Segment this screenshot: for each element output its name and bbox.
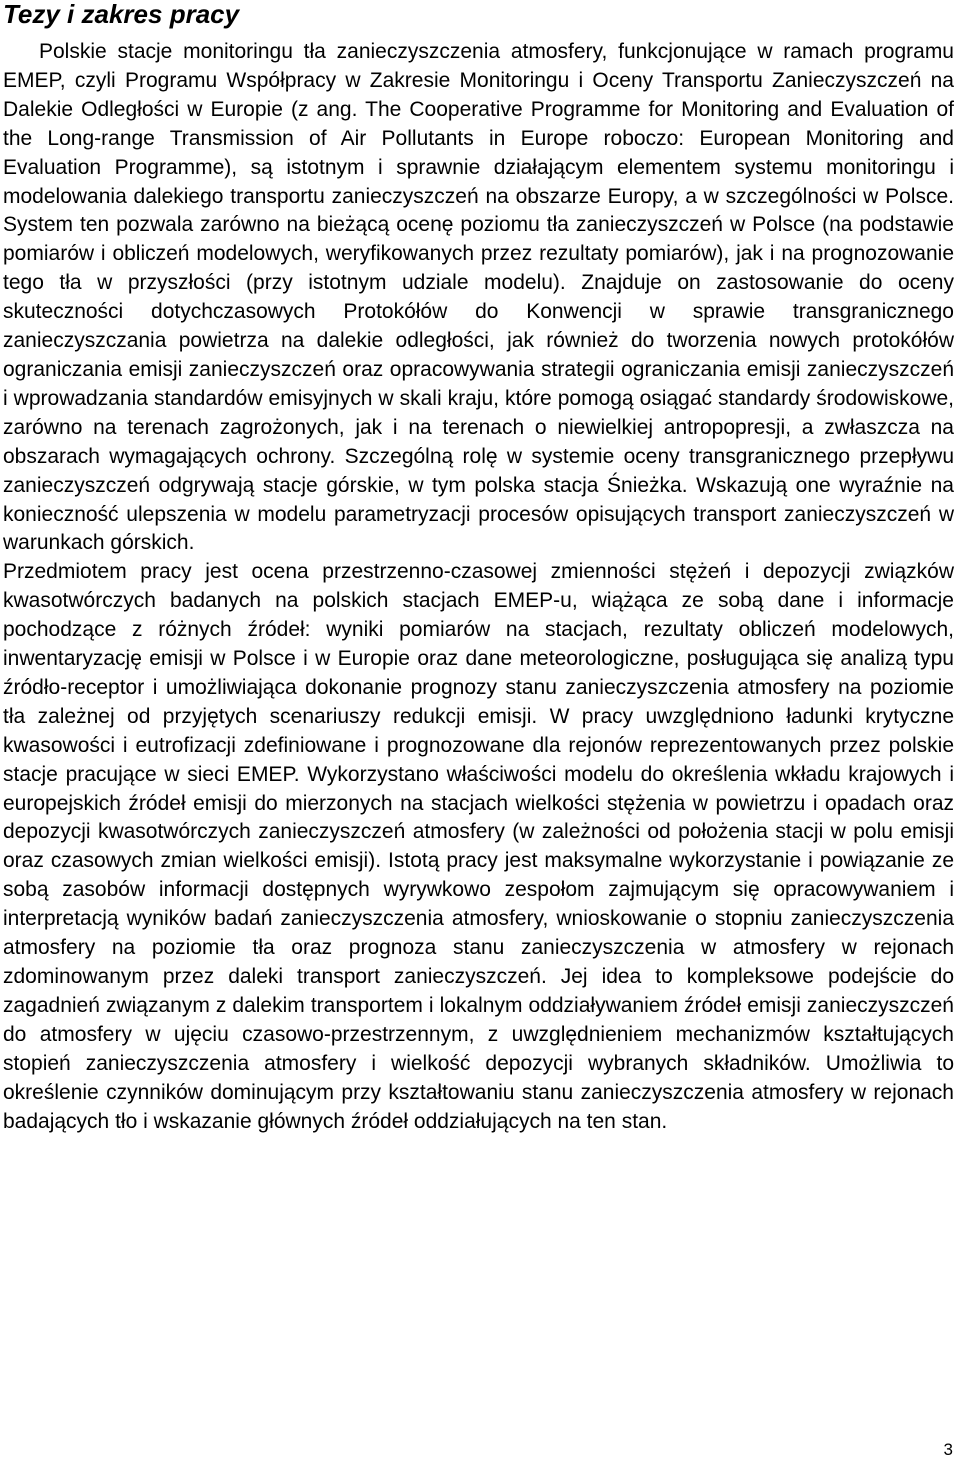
- paragraph-intro: Polskie stacje monitoringu tła zanieczyszczenia atmosfery, funkcjonujące w ramach programu EMEP, czyli Programu Współpracy w Zakresie Monitoringu i Oceny Transportu Zanieczyszczeń na Dalekie Odległości w Europie (z ang. The Cooperative Programme for Monitoring and Evaluation of the Long-range Transmission of Air Pollutants in Europe roboczo: European Monitoring and Evaluation Programme), są istotnym i sprawnie działającym elementem systemu monitoringu i modelowania dalekiego transportu zanieczyszczeń na obszarze Europy, a w szczególności w Polsce. System ten pozwala zarówno na bieżącą ocenę poziomu tła zanieczyszczeń w Polsce (na podstawie pomiarów i obliczeń modelowych, weryfikowanych przez rezultaty pomiarów), jak i na prognozowanie tego tła w przyszłości (przy istotnym udziale modelu). Znajduje on zastosowanie do oceny skuteczności dotychczasowych Protokółów do Konwencji w sprawie transgranicznego zanieczyszczania powietrza na dalekie odległości, jak również do tworzenia nowych protokółów ograniczania emisji zanieczyszczeń oraz opracowywania strategii ograniczania emisji zanieczyszczeń i wprowadzania standardów emisyjnych w skali kraju, które pomogą osiągać standardy środowiskowe, zarówno na terenach zagrożonych, jak i na terenach o niewielkiej antropopresji, a zwłaszcza na obszarach wymagających ochrony. Szczególną rolę w systemie oceny transgranicznego przepływu zanieczyszczeń odgrywają stacje górskie, w tym polska stacja Śnieżka. Wskazują one wyraźnie na konieczność ulepszenia w modelu parametryzacji procesów opisujących transport zanieczyszczeń w warunkach górskich.: [3, 40, 954, 555]
- page-number: 3: [943, 1440, 953, 1459]
- paragraph-subject: Przedmiotem pracy jest ocena przestrzenno-czasowej zmienności stężeń i depozycji związków kwasotwórczych badanych na polskich stacjach EMEP-u, wiążąca ze sobą dane i informacje pochodzące z różnych źródeł: wyniki pomiarów na stacjach, rezultaty obliczeń modelowych, inwentaryzację emisji w Polsce i w Europie oraz dane meteorologiczne, posługująca się analizą typu źródło-receptor i umożliwiająca dokonanie prognozy stanu zanieczyszczenia atmosfery na poziomie tła zależnej od przyjętych scenariuszy redukcji emisji. W pracy uwzględniono ładunki krytyczne kwasowości i eutrofizacji zdefiniowane i prognozowane dla rejonów reprezentowanych przez polskie stacje pracujące w sieci EMEP. Wykorzystano właściwości modelu do określenia wkładu krajowych i europejskich źródeł emisji do mierzonych na stacjach wielkości stężenia w powietrzu i opadach oraz depozycji kwasotwórczych zanieczyszczeń atmosfery (w zależności od położenia stacji w polu emisji oraz czasowych zmian wielkości emisji). Istotą pracy jest maksymalne wykorzystanie i powiązanie ze sobą zasobów informacji dostępnych wyrywkowo zespołom zajmującym się opracowywaniem i interpretacją wyników badań zanieczyszczenia atmosfery, wnioskowanie o stopniu zanieczyszczenia atmosfery na poziomie tła oraz prognoza stanu zanieczyszczenia w atmosfery w rejonach zdominowanym przez daleki transport zanieczyszczeń. Jej idea to kompleksowe podejście do zagadnień związanym z dalekim transportem i lokalnym oddziaływaniem źródeł emisji zanieczyszczeń do atmosfery w ujęciu czasowo-przestrzennym, z uwzględnieniem mechanizmów kształtujących stopień zanieczyszczenia atmosfery i wielkość depozycji wybranych składników. Umożliwia to określenie czynników dominującym przy kształtowaniu stanu zanieczyszczenia atmosfery w rejonach badających tło i wskazanie głównych źródeł oddziałujących na ten stan.: [3, 560, 954, 1133]
- section-heading: Tezy i zakres pracy: [3, 0, 240, 29]
- document-page: [3, 0, 954, 1136]
